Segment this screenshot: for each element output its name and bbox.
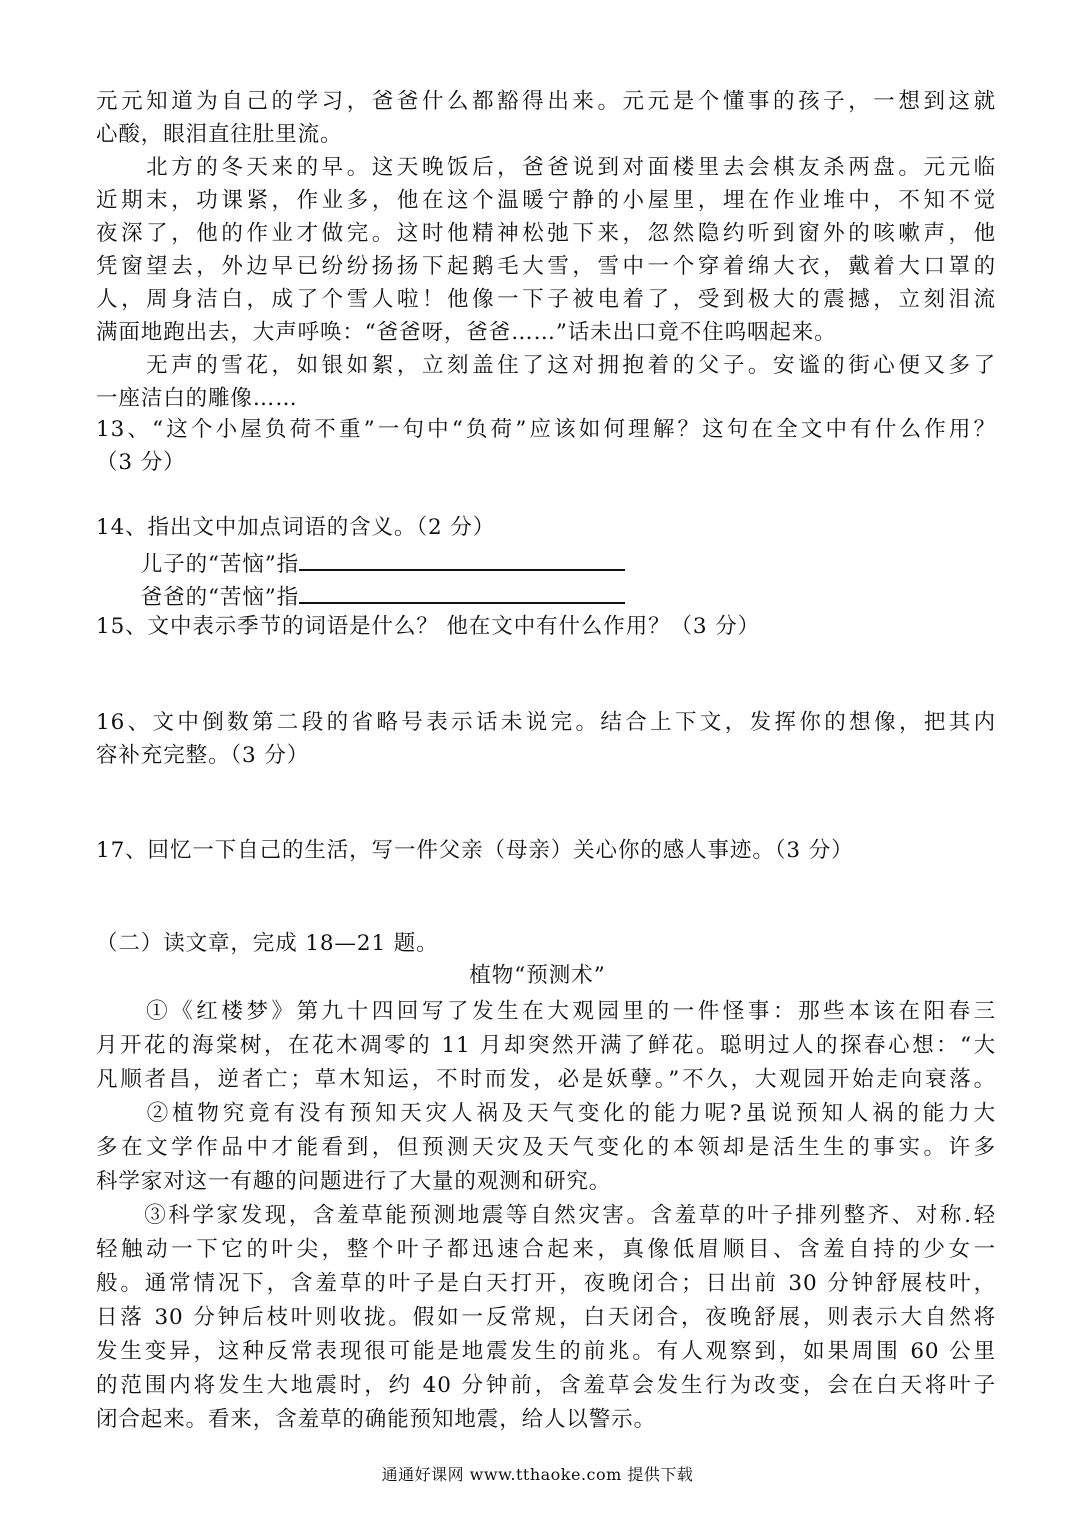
passage-line: 满面地跑出去，大声呼唤：“爸爸呀，爸爸……”话未出口竟不住呜咽起来。 — [96, 320, 837, 345]
question-15: 15、文中表示季节的词语是什么？ 他在文中有什么作用？（3 分） — [96, 614, 761, 639]
answer-blank[interactable] — [299, 545, 625, 571]
article-line: 多在文学作品中才能看到，但预测天灾及天气变化的本领却是活生生的事实。许多 — [96, 1135, 996, 1160]
article-line: 凡顺者昌，逆者亡；草木知运，不时而发，必是妖孽。”不久，大观园开始走向衰落。 — [96, 1067, 996, 1092]
question-16-cont: 容补充完整。（3 分） — [96, 743, 310, 768]
question-14: 14、指出文中加点词语的含义。（2 分） — [96, 515, 496, 540]
article-line: ①《红楼梦》第九十四回写了发生在大观园里的一件怪事：那些本该在阳春三 — [96, 999, 996, 1024]
article-line: 轻触动一下它的叶尖，整个叶子都迅速合起来，真像低眉顺目、含羞自持的少女一 — [96, 1237, 996, 1262]
question-14-father-label: 爸爸的“苦恼”指 — [96, 585, 299, 610]
article-line: ②植物究竟有没有预知天灾人祸及天气变化的能力呢?虽说预知人祸的能力大 — [96, 1101, 996, 1126]
question-13: 13、“这个小屋负荷不重”一句中“负荷”应该如何理解？这句在全文中有什么作用？ — [96, 417, 996, 442]
article-line: 月开花的海棠树，在花木凋零的 11 月却突然开满了鲜花。聪明过人的探春心想：“大 — [96, 1033, 996, 1058]
passage-line: 北方的冬天来的早。这天晚饭后，爸爸说到对面楼里去会棋友杀两盘。元元临 — [96, 155, 996, 180]
section-heading: （二）读文章，完成 18—21 题。 — [96, 931, 439, 956]
passage-line: 无声的雪花，如银如絮，立刻盖住了这对拥抱着的父子。安谧的街心便又多了 — [96, 353, 996, 378]
article-line: ③科学家发现，含羞草能预测地震等自然灾害。含羞草的叶子排列整齐、对称.轻 — [96, 1203, 996, 1228]
page-footer: 通通好课网 www.tthaoke.com 提供下载 — [381, 1465, 694, 1484]
passage-line: 凭窗望去，外边早已纷纷扬扬下起鹅毛大雪，雪中一个穿着绵大衣，戴着大口罩的 — [96, 254, 996, 279]
passage-line: 近期末，功课紧，作业多，他在这个温暖宁静的小屋里，埋在作业堆中，不知不觉 — [96, 188, 996, 213]
question-14-son-label: 儿子的“苦恼”指 — [96, 552, 299, 577]
passage-line: 一座洁白的雕像…… — [96, 386, 298, 411]
question-17: 17、回忆一下自己的生活，写一件父亲（母亲）关心你的感人事迹。（3 分） — [96, 838, 854, 863]
article-title: 植物“预测术” — [469, 963, 606, 988]
article-line: 闭合起来。看来，含羞草的确能预知地震，给人以警示。 — [96, 1407, 657, 1432]
passage-line: 元元知道为自己的学习，爸爸什么都豁得出来。元元是个懂事的孩子，一想到这就 — [96, 89, 996, 114]
answer-blank[interactable] — [299, 578, 625, 604]
question-14-son — [96, 545, 996, 581]
passage-line: 夜深了，他的作业才做完。这时他精神松弛下来，忽然隐约听到窗外的咳嗽声，他 — [96, 221, 996, 246]
article-line: 日落 30 分钟后枝叶则收拢。假如一反常规，白天闭合，夜晚舒展，则表示大自然将 — [96, 1305, 996, 1330]
article-line: 科学家对这一有趣的问题进行了大量的观测和研究。 — [96, 1169, 612, 1194]
question-16: 16、文中倒数第二段的省略号表示话未说完。结合上下文，发挥你的想像，把其内 — [96, 710, 996, 735]
passage-line: 心酸，眼泪直往肚里流。 — [96, 122, 343, 147]
question-14-father — [96, 578, 996, 614]
passage-line: 人，周身洁白，成了个雪人啦！他像一下子被电着了，受到极大的震撼，立刻泪流 — [96, 287, 996, 312]
article-line: 的范围内将发生大地震时，约 40 分钟前，含羞草会发生行为改变，会在白天将叶子 — [96, 1373, 996, 1398]
article-line: 般。通常情况下，含羞草的叶子是白天打开，夜晚闭合；日出前 30 分钟舒展枝叶， — [96, 1271, 996, 1296]
article-line: 发生变异，这种反常表现很可能是地震发生的前兆。有人观察到，如果周围 60 公里 — [96, 1339, 996, 1364]
question-13-points: （3 分） — [96, 450, 186, 475]
